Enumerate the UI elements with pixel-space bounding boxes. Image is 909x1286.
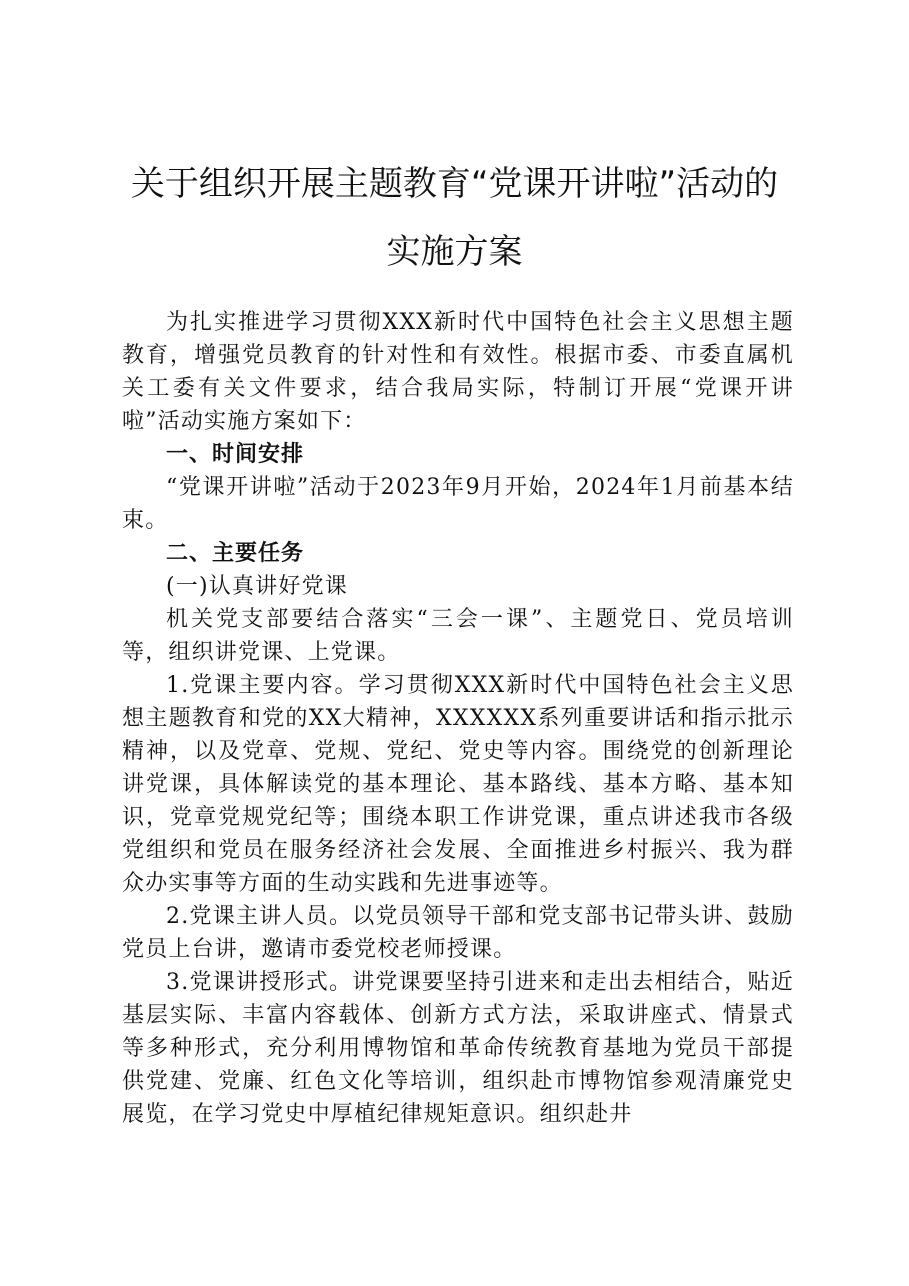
section-heading-tasks: 二、主要任务 (166, 541, 305, 566)
item-format-paragraph: 3.党课讲授形式。讲党课要坚持引进来和走出去相结合，贴近基层实际、丰富内容载体、创新方式方法，采取讲座式、情景式等多种形式，充分利用博物馆和革命传统教育基地为党员干部提供党建、党廉、红色文化等培训，组织赴市博物馆参观清廉党史展览，在学习党史中厚植纪律规矩意识。组织赴井 (122, 970, 794, 1127)
subsection-heading-lessons: (一)认真讲好党课 (166, 574, 348, 599)
intro-paragraph: 为扎实推进学习贯彻XXX新时代中国特色社会主义思想主题教育，增强党员教育的针对性和有效性。根据市委、市委直属机关工委有关文件要求，结合我局实际，特制订开展“党课开讲啦”活动实施方案如下： (122, 310, 794, 434)
item-content-paragraph: 1.党课主要内容。学习贯彻XXX新时代中国特色社会主义思想主题教育和党的XX大精神，XXXXXX系列重要讲话和指示批示精神，以及党章、党规、党纪、党史等内容。围绕党的创新理论讲党课，具体解读党的基本理论、基本路线、基本方略、基本知识，党章党规党纪等；围绕本职工作讲党课，重点讲述我市各级党组织和党员在服务经济社会发展、全面推进乡村振兴、我为群众办实事等方面的生动实践和先进事迹等。 (122, 673, 794, 896)
schedule-paragraph: “党课开讲啦”活动于2023年9月开始，2024年1月前基本结束。 (122, 475, 794, 533)
item-speakers-paragraph: 2.党课主讲人员。以党员领导干部和党支部书记带头讲、鼓励党员上台讲，邀请市委党校老师授课。 (122, 904, 794, 962)
lessons-paragraph: 机关党支部要结合落实“三会一课”、主题党日、党员培训等，组织讲党课、上党课。 (122, 607, 794, 665)
document-title-line-1: 关于组织开展主题教育“党课开讲啦”活动的 (130, 164, 779, 204)
document-title-line-2: 实施方案 (386, 232, 523, 272)
document-body (122, 306, 794, 1131)
section-heading-schedule: 一、时间安排 (166, 442, 305, 467)
